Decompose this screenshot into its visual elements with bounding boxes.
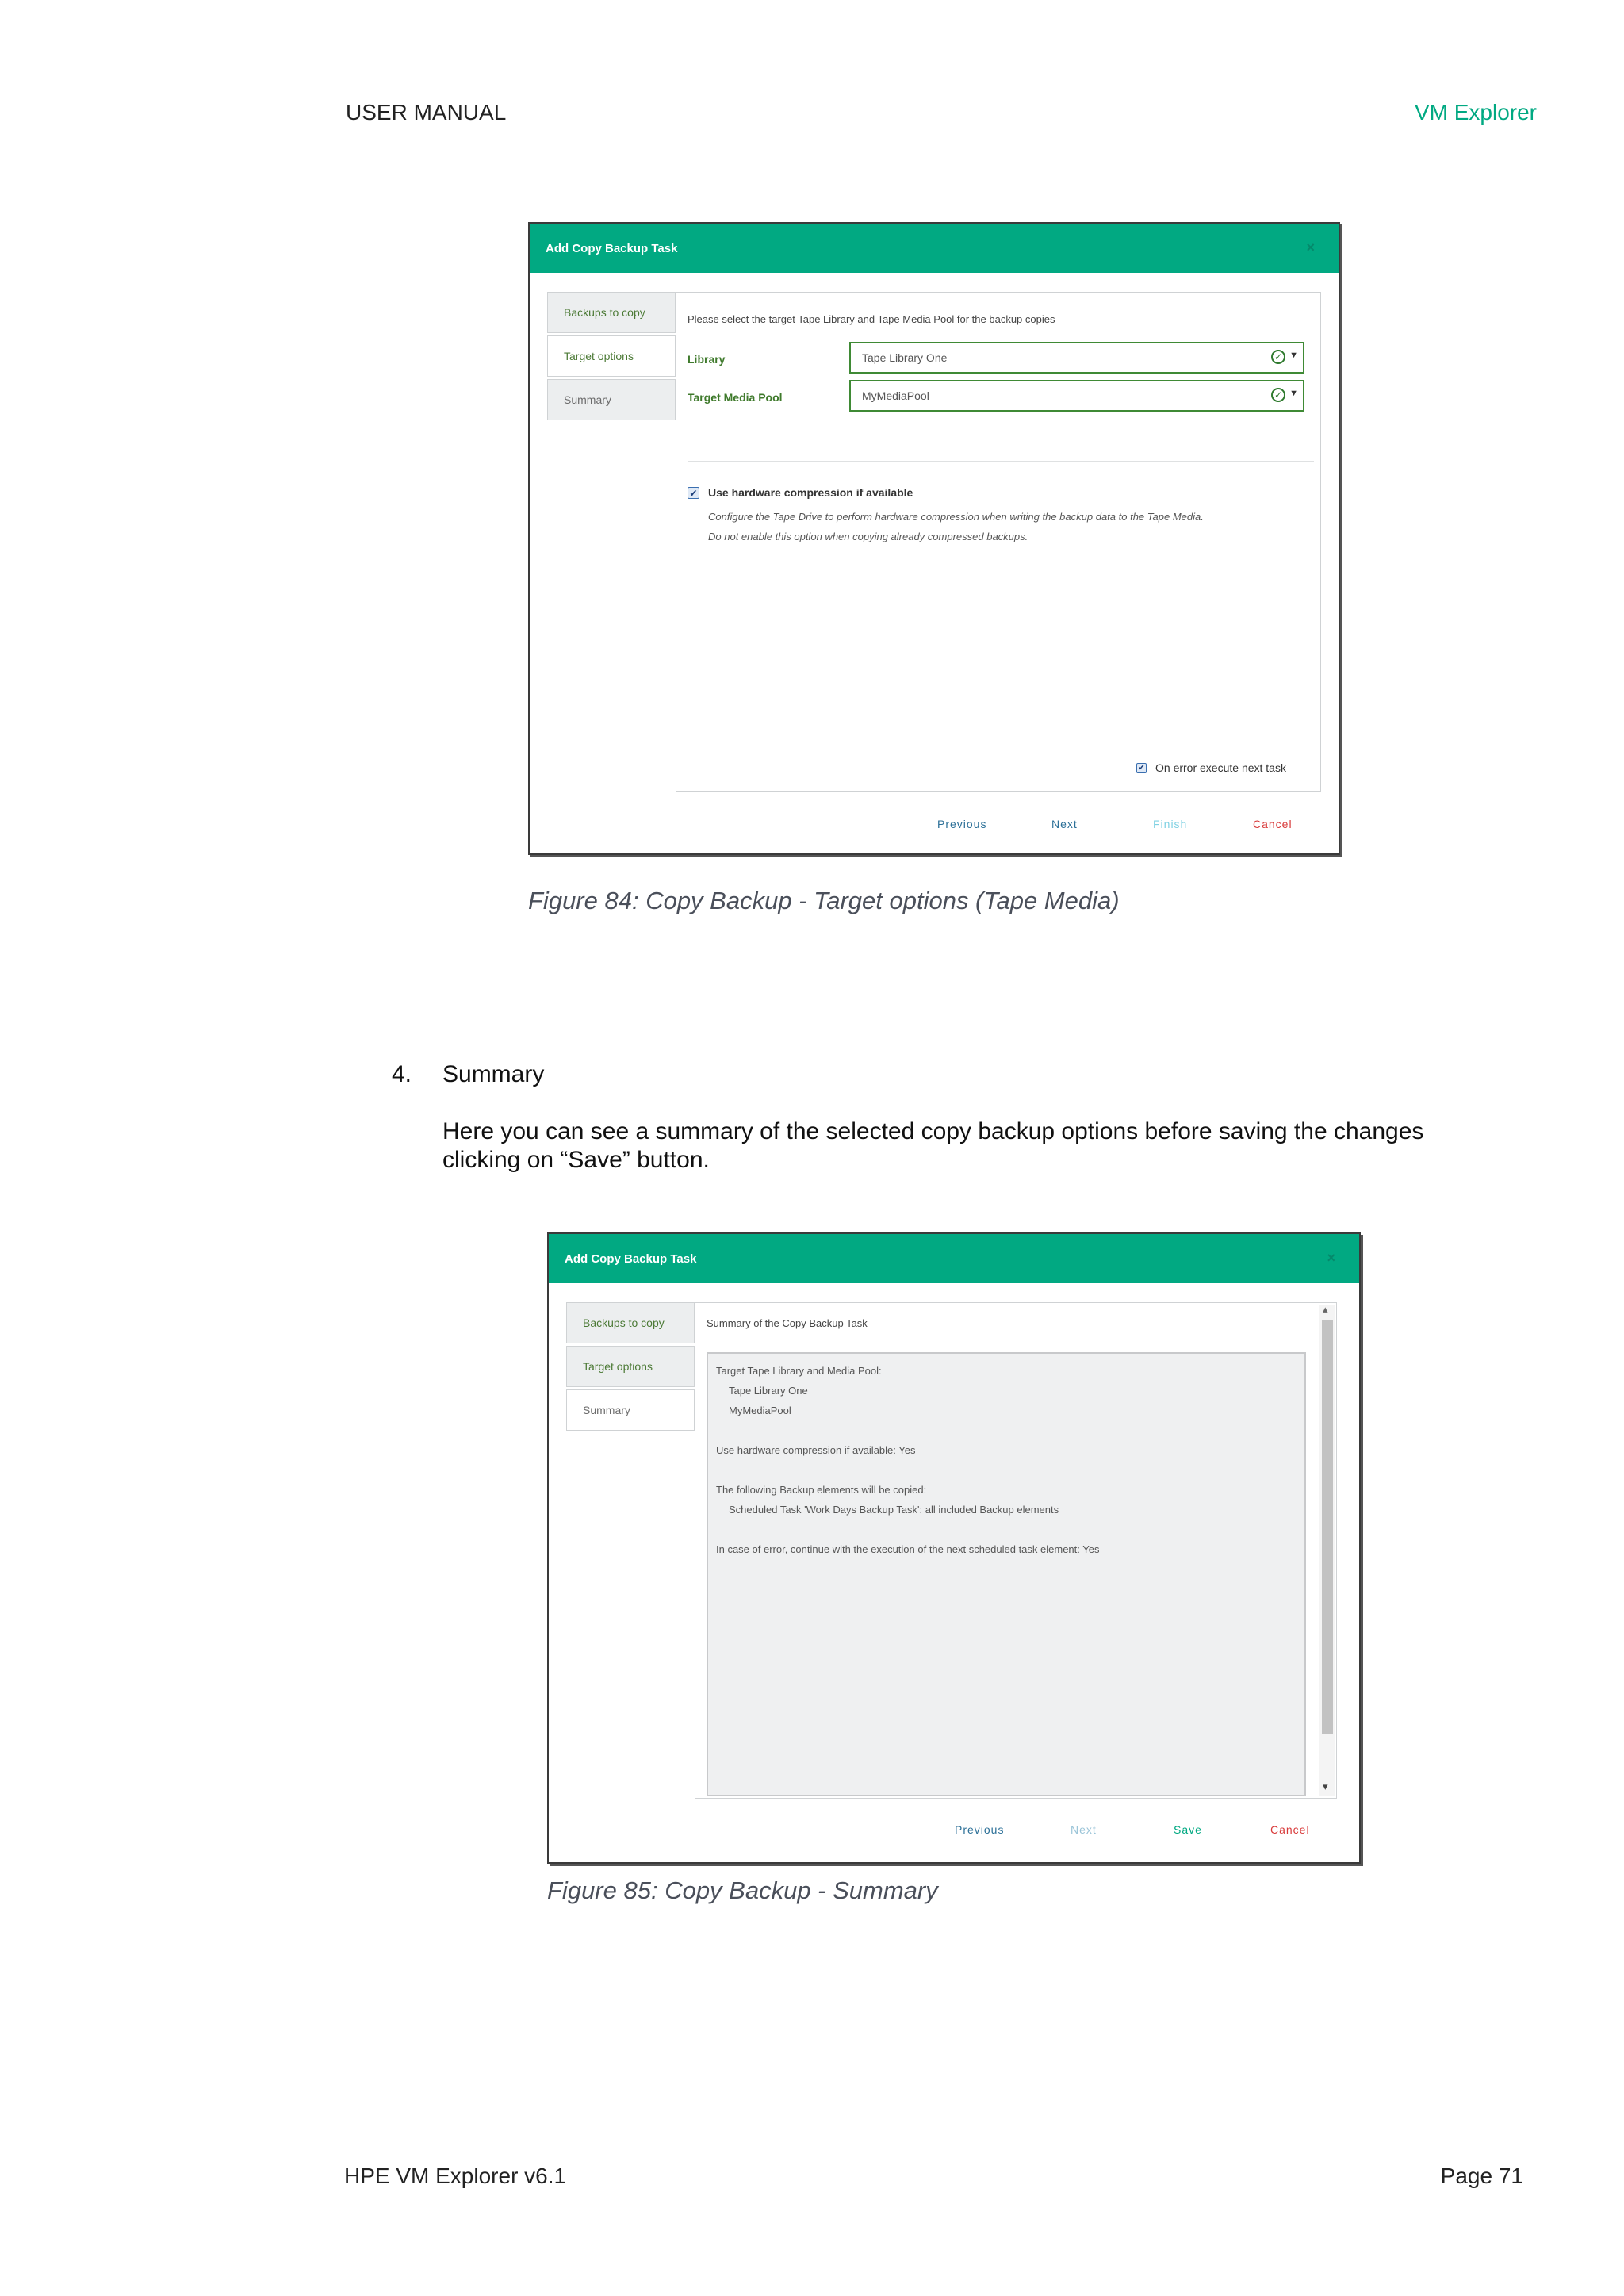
next-button[interactable]: Next	[1051, 818, 1078, 830]
figure84-caption: Figure 84: Copy Backup - Target options (Tape Media)	[528, 887, 1120, 914]
library-label: Library	[688, 353, 726, 366]
library-select[interactable]	[849, 342, 1304, 374]
dialog-title: Add Copy Backup Task	[546, 241, 678, 255]
summary-line: Use hardware compression if available: Yes	[716, 1444, 916, 1456]
wizard-tabs	[547, 292, 676, 423]
summary-line: Tape Library One	[729, 1385, 808, 1397]
finish-button[interactable]: Finish	[1153, 818, 1188, 830]
doc-header-product: VM Explorer	[1414, 100, 1537, 125]
wizard-content	[695, 1302, 1337, 1799]
compression-description-1: Configure the Tape Drive to perform hardware compression when writing the backup data to the Tape Media.	[708, 511, 1204, 523]
valid-check-icon: ✓	[1271, 350, 1285, 364]
valid-check-icon: ✓	[1271, 388, 1285, 402]
media-pool-label: Target Media Pool	[688, 391, 783, 404]
dialog-title: Add Copy Backup Task	[565, 1251, 697, 1266]
scrollbar-thumb[interactable]	[1322, 1320, 1333, 1734]
doc-footer-product: HPE VM Explorer v6.1	[344, 2164, 567, 2188]
content-intro: Summary of the Copy Backup Task	[707, 1317, 868, 1329]
chevron-down-icon[interactable]: ▼	[1289, 351, 1298, 360]
tab-backups-to-copy[interactable]: Backups to copy	[547, 292, 676, 333]
step-description-2: clicking on “Save” button.	[442, 1147, 710, 1173]
chevron-down-icon[interactable]: ▼	[1289, 389, 1298, 398]
cancel-button[interactable]: Cancel	[1270, 1823, 1310, 1836]
compression-description-2: Do not enable this option when copying already compressed backups.	[708, 531, 1028, 542]
scroll-up-icon[interactable]: ▴	[1323, 1303, 1328, 1315]
on-error-checkbox[interactable]: ✔	[1136, 763, 1147, 773]
compression-checkbox[interactable]: ✔	[688, 487, 699, 499]
tab-target-options[interactable]: Target options	[566, 1346, 695, 1387]
summary-line: MyMediaPool	[729, 1405, 791, 1416]
tab-backups-to-copy[interactable]: Backups to copy	[566, 1302, 695, 1343]
content-intro: Please select the target Tape Library and Tape Media Pool for the backup copies	[688, 313, 1055, 325]
wizard-content	[676, 292, 1321, 792]
summary-box	[707, 1352, 1306, 1796]
summary-line: Target Tape Library and Media Pool:	[716, 1365, 882, 1377]
cancel-button[interactable]: Cancel	[1253, 818, 1293, 830]
media-pool-value: MyMediaPool	[862, 389, 929, 402]
close-icon[interactable]: ×	[1327, 1250, 1335, 1266]
close-icon[interactable]: ×	[1306, 240, 1315, 255]
tab-summary[interactable]: Summary	[547, 379, 676, 420]
scroll-down-icon[interactable]: ▾	[1323, 1780, 1328, 1792]
figure85-caption: Figure 85: Copy Backup - Summary	[547, 1876, 938, 1904]
scrollbar[interactable]	[1319, 1305, 1335, 1796]
next-button[interactable]: Next	[1071, 1823, 1097, 1836]
step-number: 4.	[392, 1061, 412, 1087]
compression-label: Use hardware compression if available	[708, 486, 914, 499]
save-button[interactable]: Save	[1174, 1823, 1202, 1836]
summary-line: Scheduled Task 'Work Days Backup Task': all included Backup elements	[729, 1504, 1059, 1516]
on-error-label: On error execute next task	[1155, 761, 1286, 774]
summary-line: The following Backup elements will be copied:	[716, 1484, 927, 1496]
media-pool-select[interactable]	[849, 380, 1304, 412]
library-value: Tape Library One	[862, 351, 948, 364]
divider	[688, 461, 1314, 462]
tab-summary[interactable]: Summary	[566, 1389, 695, 1431]
previous-button[interactable]: Previous	[937, 818, 987, 830]
step-description-1: Here you can see a summary of the selected copy backup options before saving the changes	[442, 1118, 1424, 1144]
figure84-dialog	[528, 222, 1340, 855]
figure85-dialog	[547, 1232, 1361, 1864]
dialog-title-bar	[530, 224, 1339, 273]
tab-target-options[interactable]: Target options	[547, 335, 676, 377]
doc-header-title: USER MANUAL	[346, 100, 507, 125]
summary-line: In case of error, continue with the execution of the next scheduled task element: Yes	[716, 1543, 1100, 1555]
step-title: Summary	[442, 1061, 545, 1087]
wizard-tabs	[566, 1302, 695, 1433]
page-number: Page 71	[1440, 2164, 1523, 2188]
dialog-title-bar	[549, 1234, 1359, 1283]
previous-button[interactable]: Previous	[955, 1823, 1005, 1836]
